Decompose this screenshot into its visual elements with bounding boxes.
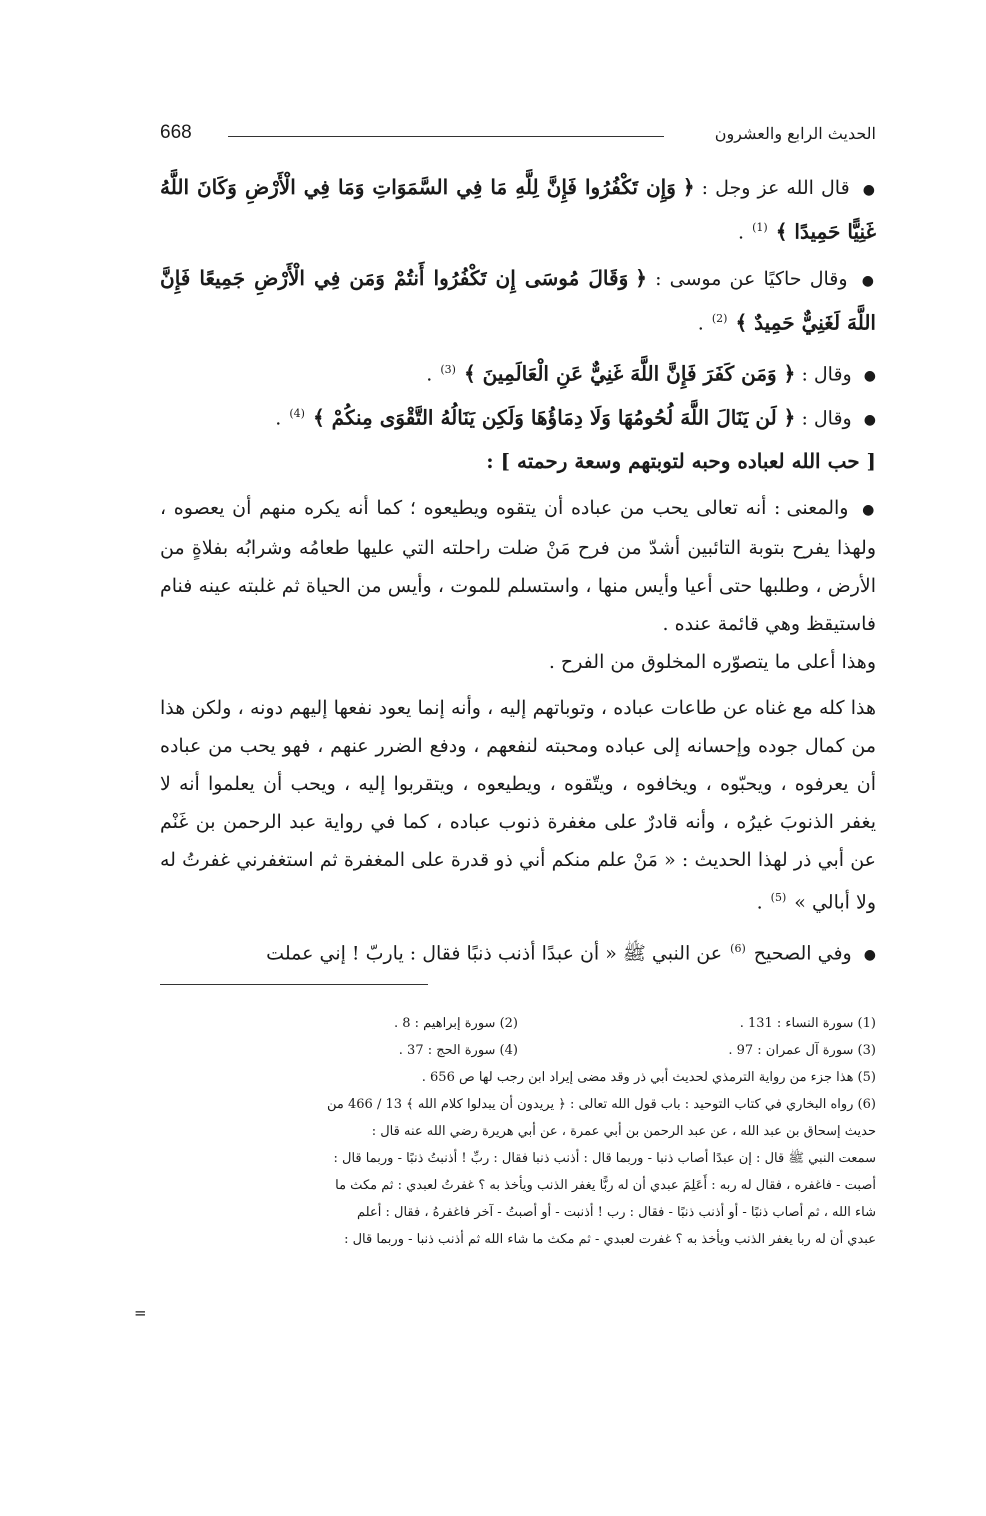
paragraph-text: عن النبي ﷺ « أن عبدًا أذنب ذنبًا فقال : ياربّ ! إني عملت bbox=[266, 941, 723, 964]
bullet-icon: ● bbox=[863, 412, 876, 429]
footnote-5: (5) هذا جزء من رواية الترمذي لحديث أبي ذر وقد مضى إيراد ابن رجب لها ص 656 . bbox=[421, 1070, 876, 1085]
quran-verse: ﴿ لَن يَنَالَ اللَّهَ لُحُومُهَا وَلَا دِمَاؤُهَا وَلَكِن يَنَالُهُ التَّقْوَى مِنكُمْ ﴾ bbox=[312, 405, 796, 430]
quran-verse: ﴿ وَإِن تَكْفُرُوا فَإِنَّ لِلَّهِ مَا فِي السَّمَوَاتِ وَمَا فِي الْأَرْضِ وَكَانَ اللَّهُ غَنِيًّا حَمِيدًا ﴾ bbox=[160, 175, 876, 244]
footnote-3: (3) سورة آل عمران : 97 . bbox=[728, 1043, 876, 1058]
page-number: 668 bbox=[160, 122, 192, 143]
page-header bbox=[160, 118, 876, 154]
paragraph-meaning bbox=[160, 489, 876, 643]
footnotes bbox=[160, 1010, 876, 1253]
bullet-icon: ● bbox=[861, 273, 877, 290]
verse-intro: وقال حاكيًا عن موسى : bbox=[655, 268, 848, 291]
section-heading: [ حب الله لعباده وحبه لتوبتهم وسعة رحمته ] : bbox=[486, 449, 876, 474]
paragraph-verse-3: ● وقال : ﴿ وَمَن كَفَرَ فَإِنَّ اللَّهَ غَنِيٌّ عَنِ الْعَالَمِينَ ﴾ $^{(3)}$ . bbox=[426, 360, 876, 385]
footnote-row bbox=[160, 1037, 876, 1064]
bullet-icon: ● bbox=[863, 946, 876, 963]
footnote-ref: (6) bbox=[730, 941, 746, 955]
footnote-6-line: (6) رواه البخاري في كتاب التوحيد : باب قول الله تعالى : ﴿ يريدون أن يبدلوا كلام الله ﴾ 13 / 466 من bbox=[326, 1097, 876, 1112]
footnote-6-line: عبدي أن له ربا يغفر الذنب ويأخذ به ؟ غفرت لعبدي - ثم مكث ما شاء الله ثم أذنب ذنبا - وربما قال : bbox=[344, 1232, 876, 1247]
footnote-row bbox=[160, 1010, 876, 1037]
verse-intro: وقال : bbox=[801, 362, 852, 385]
bullet-icon: ● bbox=[863, 367, 876, 384]
paragraph-text: هذا كله مع غناه عن طاعات عباده ، وتوباتهم إليه ، وأنه إنما يعود نفعها إليهم دونه ، ولكن هذا من كمال جوده وإحسانه إلى عباده ومحبته لنفعهم ، ودفع الضرر عنهم ، فهو يحب من عباده أن يعرفوه ، ويحبّوه ، ويخافوه ، ويتّقوه ، ويطيعوه ، ويتقربوا إليه ، ويحب أن يعلموا أنه لا يغفر الذنوبَ غيرُه ، وأنه قادرٌ على مغفرة ذنوب عباده ، كما في رواية عبد الرحمن بن غَنْم عن أبي ذر لهذا الحديث : « مَنْ علم منكم أني ذو قدرة على المغفرة ثم استغفرني غفرتُ له ولا أبالي » bbox=[160, 697, 877, 914]
verse-intro: وقال : bbox=[801, 407, 852, 430]
paragraph-text: وفي الصحيح bbox=[753, 941, 852, 964]
bullet-icon: ● bbox=[862, 502, 876, 519]
footnote-2: (2) سورة إبراهيم : 8 . bbox=[393, 1016, 518, 1031]
footnote-separator bbox=[160, 984, 428, 985]
paragraph-joy: وهذا أعلى ما يتصوّره المخلوق من الفرح . bbox=[548, 651, 876, 674]
main-text bbox=[160, 168, 876, 974]
paragraph-verse-4: ● وقال : ﴿ لَن يَنَالَ اللَّهَ لُحُومُهَا وَلَا دِمَاؤُهَا وَلَكِن يَنَالُهُ التَّقْوَى مِنكُمْ ﴾ $^{(4)}$ . bbox=[275, 405, 876, 430]
footnote-ref: (1) bbox=[752, 221, 768, 234]
paragraph-generosity: هذا كله مع غناه عن طاعات عباده ، وتوباتهم إليه ، وأنه إنما يعود نفعها إليهم دونه ، ولكن هذا من كمال جوده وإحسانه إلى عباده ومحبته لنفعهم ، ودفع الضرر عنهم ، فهو يحب من عباده أن يعرفوه ، ويحبّوه ، ويخافوه ، ويتّقوه ، ويطيعوه ، ويتقربوا إليه ، ويحب أن يعلموا أنه لا يغفر الذنوبَ غيرُه ، وأنه قادرٌ على مغفرة ذنوب عباده ، كما في رواية عبد الرحمن بن غَنْم عن أبي ذر لهذا الحديث : « مَنْ علم منكم أني ذو قدرة على المغفرة ثم استغفرني غفرتُ له ولا أبالي » $^{(5)}$ . bbox=[160, 697, 877, 914]
footnote-ref: (5) bbox=[770, 891, 787, 905]
footnote-4: (4) سورة الحج : 37 . bbox=[398, 1043, 518, 1058]
verse-intro: قال الله عز وجل : bbox=[701, 177, 850, 199]
bullet-icon: ● bbox=[862, 182, 876, 198]
quran-verse: ﴿ وَمَن كَفَرَ فَإِنَّ اللَّهَ غَنِيٌّ عَنِ الْعَالَمِينَ ﴾ bbox=[464, 360, 796, 385]
running-title: الحديث الرابع والعشرون bbox=[714, 124, 876, 143]
paragraph-text: والمعنى : أنه تعالى يحب من عباده أن يتقوه ويطيعوه ؛ كما أنه يكره منهم أن يعصوه ، ولهذا يفرح بتوبة التائبين أشدّ من فرح مَنْ ضلت راحلته التي عليها طعامُه وشرابُه بفلاةٍ من الأرض ، وطلبها حتى أعيا وأيس منها ، واستسلم للموت ، وأيس من الحياة ثم غلبته عينه فنام فاستيقظ وهي قائمة عنده . bbox=[160, 497, 876, 636]
footnote-6-line: أصبت - فاغفره ، فقال له ربه : أَعَلِمَ عبدي أن له ربًّا يغفر الذنب ويأخذ به ؟ غفرتُ لعبدي : ثم مكث ما bbox=[335, 1178, 876, 1193]
paragraph-verse-2: ● وقال حاكيًا عن موسى : ﴿ وَقَالَ مُوسَى إِن تَكْفُرُوا أَنتُمْ وَمَن فِي الْأَرْضِ جَمِيعًا فَإِنَّ اللَّهَ لَغَنِيٌّ حَمِيدٌ ﴾ $^{(2)}$ . bbox=[160, 266, 877, 335]
continuation-mark: = bbox=[134, 1304, 147, 1322]
footnote-ref: (2) bbox=[711, 312, 728, 326]
footnote-6-line: حديث إسحاق بن عبد الله ، عن عبد الرحمن بن أبي عمرة ، عن أبي هريرة رضي الله عنه قال : bbox=[371, 1124, 876, 1139]
footnote-6-line: سمعت النبي ﷺ قال : إن عبدًا أصاب ذنبا - وربما قال : أذنب ذنبا فقال : ربِّ ! أذنبتُ ذنبًا - وربما قال : bbox=[333, 1151, 876, 1166]
footnote-ref: (4) bbox=[289, 406, 305, 420]
header-rule bbox=[228, 136, 664, 137]
footnote-1: (1) سورة النساء : 131 . bbox=[739, 1016, 876, 1031]
paragraph-sahih bbox=[160, 930, 876, 974]
footnote-6-line: شاء الله ، ثم أصاب ذنبًا - أو أذنب ذنبًا - فقال : رب ! أذنبت - أو أصبتُ - آخر فاغفرهُ ، فقال : أعلم bbox=[357, 1205, 876, 1220]
paragraph-verse-1: ● قال الله عز وجل : ﴿ وَإِن تَكْفُرُوا فَإِنَّ لِلَّهِ مَا فِي السَّمَوَاتِ وَمَا فِي الْأَرْضِ وَكَانَ اللَّهُ غَنِيًّا حَمِيدًا ﴾ $^{(1)}$ . bbox=[160, 175, 876, 244]
footnote-ref: (3) bbox=[440, 362, 456, 376]
quran-verse: ﴿ وَقَالَ مُوسَى إِن تَكْفُرُوا أَنتُمْ وَمَن فِي الْأَرْضِ جَمِيعًا فَإِنَّ اللَّهَ لَغَنِيٌّ حَمِيدٌ ﴾ bbox=[160, 266, 876, 335]
